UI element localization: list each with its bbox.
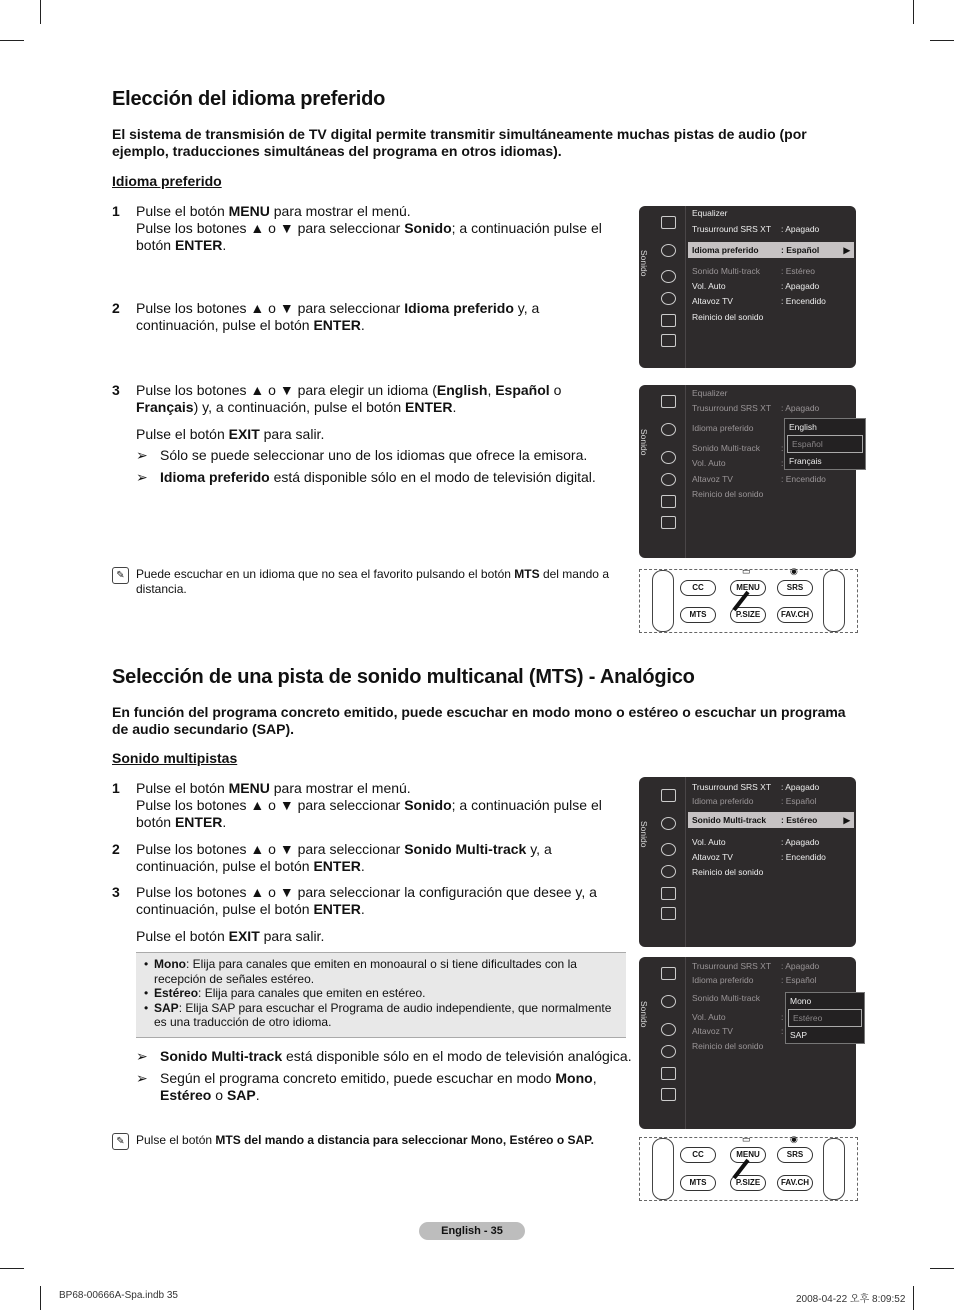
s2-memo: [112, 1133, 622, 1148]
step-text: .: [360, 901, 365, 917]
tv-sidebar: [639, 777, 686, 947]
tv-sidebar: [639, 206, 686, 368]
application-icon: [661, 907, 676, 920]
note-bold: Mono: [555, 1070, 593, 1086]
step-text: o: [549, 382, 562, 398]
tv-menu-4: [639, 957, 856, 1129]
step-text: ; a continuación pulse el botón: [136, 220, 602, 253]
step-number: 2: [112, 300, 120, 316]
tv-menu-3: [639, 777, 856, 947]
application-icon: [661, 1088, 676, 1101]
bullet-text: : Elija para canales que emiten en monoaural o si tiene dificultades con la recepción de señales estéreo.: [154, 957, 577, 986]
arrow-icon: ➢: [136, 1048, 148, 1064]
section1-subtitle: Idioma preferido: [112, 173, 222, 189]
input-icon: [661, 1067, 676, 1080]
mts-key: MTS: [514, 567, 540, 581]
setup-icon: [661, 473, 676, 486]
s2-step-3: [112, 884, 622, 945]
tv-value: : Encendido: [781, 296, 826, 306]
step-text: y, a continuación, pulse el botón: [136, 300, 540, 333]
option-estereo[interactable]: Estéreo: [788, 1009, 862, 1027]
tv-item: Sonido Multi-track: [692, 266, 761, 276]
tv-item: Reinicio del sonido: [692, 1041, 764, 1051]
tv-item: Sonido Multi-track: [692, 815, 767, 825]
bullet-bold: SAP: [154, 1000, 179, 1015]
tv-value: : Apagado: [781, 782, 820, 792]
tv-sidebar: [639, 957, 686, 1129]
tv-item: Idioma preferido: [692, 245, 759, 255]
remote-edge: [652, 1138, 674, 1200]
step-text: .: [360, 858, 365, 874]
option-sap[interactable]: SAP: [790, 1030, 808, 1040]
memo-text: Pulse el botón: [136, 1133, 216, 1147]
tv-item: Sonido Multi-track: [692, 993, 761, 1003]
enter-key: ENTER: [174, 237, 223, 253]
power-icon: ◉: [790, 1134, 798, 1144]
channel-icon: [661, 270, 676, 283]
tv-value: : Encendido: [781, 852, 826, 862]
tv-item: Reinicio del sonido: [692, 867, 764, 877]
tv-menu-name: Sonido: [639, 1001, 649, 1028]
enter-key: ENTER: [174, 814, 223, 830]
espanol-key: Español: [495, 382, 550, 398]
tv-value: : Apagado: [781, 224, 820, 234]
mts-key: MTS: [215, 1133, 241, 1147]
tv-item: Trusurround SRS XT: [692, 403, 772, 413]
step-text: Pulse el botón: [136, 426, 229, 442]
sound-icon: [661, 817, 676, 830]
s1-note-1: [136, 447, 626, 464]
tv-menu-1: [639, 206, 856, 368]
note-text: o: [211, 1087, 227, 1103]
section1-title: Elección del idioma preferido: [112, 88, 386, 110]
step-text: Pulse los botones ▲ o ▼ para seleccionar: [136, 300, 405, 316]
tv-item: Equalizer: [692, 388, 728, 398]
crop-mark: [930, 1268, 954, 1269]
bullet-text: : Elija para canales que emiten en estéreo.: [198, 986, 426, 1000]
tv-menu-name: Sonido: [639, 429, 649, 456]
tv-item: Altavoz TV: [692, 474, 733, 484]
option-mono[interactable]: Mono: [790, 996, 812, 1006]
tv-highlight: [688, 242, 854, 258]
hand-pointer-icon: [726, 590, 756, 614]
sound-icon: [661, 995, 676, 1008]
channel-icon: [661, 451, 676, 464]
step-number: 1: [112, 203, 120, 219]
sound-icon: [661, 244, 676, 257]
cc-button[interactable]: CC: [680, 1147, 716, 1163]
crop-mark: [0, 40, 24, 41]
note-bold: Idioma preferido: [160, 469, 270, 485]
crop-mark: [40, 1286, 41, 1310]
tv-item: Idioma preferido: [692, 796, 754, 806]
crop-mark: [930, 40, 954, 41]
enter-key: ENTER: [405, 399, 453, 415]
page-number-badge: English - 35: [419, 1222, 525, 1240]
tv-item: Sonido Multi-track: [692, 443, 761, 453]
note-text: Sólo se puede seleccionar uno de los idiomas que ofrece la emisora.: [160, 447, 588, 463]
step-text: ,: [487, 382, 496, 398]
option-sap-desc: [144, 1001, 616, 1030]
step-text: y, a continuación, pulse el botón: [136, 841, 552, 874]
channel-icon: [661, 843, 676, 856]
crop-mark: [0, 1268, 24, 1269]
idioma-key: Idioma preferido: [404, 300, 514, 316]
tv-item: Reinicio del sonido: [692, 489, 764, 499]
mts-button[interactable]: MTS: [680, 1175, 716, 1191]
enter-key: ENTER: [313, 317, 361, 333]
tv-value: :: [781, 458, 784, 468]
exit-key: EXIT: [228, 928, 260, 944]
crop-mark: [913, 1286, 914, 1310]
step-number: 3: [112, 884, 120, 900]
exit-line: [136, 928, 622, 945]
srs-button[interactable]: SRS: [777, 580, 813, 596]
tv-item: Vol. Auto: [692, 458, 726, 468]
setup-icon: [661, 865, 676, 878]
tv-item: Vol. Auto: [692, 1012, 726, 1022]
section1-intro: El sistema de transmisión de TV digital permite transmitir simultáneamente muchas pistas de audio (por ejemplo, traducciones simultáneas del programa en otros idiomas).: [112, 126, 807, 159]
picture-icon: [661, 789, 676, 802]
step-text: .: [222, 814, 227, 830]
favch-button[interactable]: FAV.CH: [777, 607, 813, 623]
tv-item: Trusurround SRS XT: [692, 224, 772, 234]
application-icon: [661, 334, 676, 347]
s1-memo: [112, 567, 622, 597]
crop-mark: [913, 0, 914, 24]
tv-value: : Estéreo: [781, 266, 816, 276]
arrow-icon: ➢: [136, 1070, 148, 1086]
section2-intro: En función del programa concreto emitido, puede escuchar en modo mono o estéreo o escuchar un programa de audio secundario (SAP).: [112, 704, 846, 737]
picture-icon: [661, 216, 676, 229]
step-text: .: [360, 317, 365, 333]
tv-value: :: [781, 443, 784, 453]
channel-icon: [661, 1023, 676, 1036]
arrow-icon: ➢: [136, 469, 148, 485]
tv-item: Altavoz TV: [692, 852, 733, 862]
note-bold: SAP: [226, 1087, 256, 1103]
s2-step-1: [112, 780, 622, 831]
s1-step-3: [112, 382, 622, 443]
tv-menu-name: Sonido: [639, 250, 649, 277]
note-text: está disponible sólo en el modo de televisión digital.: [269, 469, 596, 485]
step-text: ) y, a continuación, pulse el botón: [193, 399, 406, 415]
tv-item: Trusurround SRS XT: [692, 782, 772, 792]
tv-value: : Apagado: [781, 837, 820, 847]
remote-edge: [823, 570, 845, 632]
note-text: está disponible sólo en el modo de televisión analógica.: [282, 1048, 632, 1064]
exit-key: EXIT: [228, 426, 260, 442]
step-text: Pulse los botones ▲ o ▼ para seleccionar: [136, 841, 405, 857]
remote-edge: [652, 570, 674, 632]
note-text: ,: [592, 1070, 597, 1086]
tv-menu-name: Sonido: [639, 821, 649, 848]
s1-note-2: [136, 469, 626, 486]
crop-mark: [40, 0, 41, 24]
tv-menu-2: [639, 385, 856, 558]
memo-text: del mando a distancia.: [136, 567, 609, 596]
right-triangle-icon: ▶: [843, 815, 850, 825]
remote-control-1: [639, 566, 858, 633]
step-text: Pulse el botón: [136, 203, 229, 219]
s2-step-2: [112, 841, 622, 875]
sonido-key: Sonido: [404, 220, 452, 236]
tv-value: :: [781, 1012, 784, 1022]
tv-value: : Encendido: [781, 474, 826, 484]
tv-item: Altavoz TV: [692, 1026, 733, 1036]
application-icon: [661, 516, 676, 529]
step-number: 1: [112, 780, 120, 796]
print-date: 2008-04-22 오후 8:09:52: [796, 1294, 906, 1305]
step-text: Pulse los botones ▲ o ▼ para seleccionar: [136, 797, 405, 813]
bullet-bold: Mono: [154, 957, 186, 971]
s2-note-2: [136, 1070, 626, 1104]
step-text: para mostrar el menú.: [269, 780, 411, 796]
sound-icon: [661, 423, 676, 436]
francais-key: Français: [136, 399, 194, 415]
bullet-text: : Elija SAP para escuchar el Programa de audio independiente, que normalmente es una traducción de otro idioma.: [154, 1000, 612, 1029]
bullet-bold: Estéreo: [154, 986, 199, 1000]
arrow-icon: ➢: [136, 447, 148, 463]
tv-value: : Estéreo: [781, 815, 818, 825]
tv-value: : Apagado: [781, 961, 820, 971]
tv-item: Idioma preferido: [692, 423, 754, 433]
section2-subtitle: Sonido multipistas: [112, 750, 238, 766]
setup-icon: [661, 1045, 676, 1058]
menu-button[interactable]: MENU: [730, 580, 766, 596]
tv-value: :: [781, 1026, 784, 1036]
s1-step-1: [112, 203, 622, 254]
step-text: Pulse el botón: [136, 928, 229, 944]
file-name: BP68-00666A-Spa.indb 35: [59, 1290, 178, 1301]
step-text: Pulse los botones ▲ o ▼ para seleccionar la configuración que desee y, a continuación, pulse el botón: [136, 884, 597, 917]
option-mono-desc: [144, 957, 616, 986]
tv-item: Vol. Auto: [692, 837, 726, 847]
picture-icon: [661, 967, 676, 980]
tv-value: : Español: [781, 245, 820, 255]
picture-icon: [661, 395, 676, 408]
note-text: .: [255, 1087, 260, 1103]
option-estereo-desc: [144, 986, 616, 1001]
s2-note-1: [136, 1048, 636, 1065]
enter-key: ENTER: [313, 901, 361, 917]
memo-text: del mando a distancia para seleccionar Mono, Estéreo o SAP.: [240, 1133, 594, 1147]
section2-title: Selección de una pista de sonido multicanal (MTS) - Analógico: [112, 666, 695, 688]
input-icon: [661, 495, 676, 508]
input-icon: [661, 887, 676, 900]
option-francais[interactable]: Français: [789, 456, 822, 466]
enter-key: ENTER: [313, 858, 361, 874]
mts-button[interactable]: MTS: [680, 607, 716, 623]
s1-step-2: [112, 300, 622, 334]
srs-button[interactable]: SRS: [777, 1147, 813, 1163]
sonido-key: Sonido: [404, 797, 452, 813]
tv-value: : Español: [781, 975, 817, 985]
memo-text: Puede escuchar en un idioma que no sea el favorito pulsando el botón: [136, 567, 515, 581]
tv-sidebar: [639, 385, 686, 558]
step-number: 2: [112, 841, 120, 857]
psize-button[interactable]: P.SIZE: [730, 1175, 766, 1191]
tv-item: Idioma preferido: [692, 975, 754, 985]
exit-line: [136, 426, 622, 443]
input-icon: [661, 314, 676, 327]
step-text: para salir.: [259, 426, 325, 442]
memo-icon: ✎: [112, 567, 129, 584]
menu-key: MENU: [228, 203, 270, 219]
mts-popup[interactable]: [785, 992, 865, 1044]
english-key: English: [436, 382, 488, 398]
step-number: 3: [112, 382, 120, 398]
tv-item: Vol. Auto: [692, 281, 726, 291]
sleep-icon: ▭: [742, 566, 751, 576]
option-espanol[interactable]: Español: [787, 435, 863, 453]
tv-value: : Apagado: [781, 403, 820, 413]
tv-item: Trusurround SRS XT: [692, 961, 772, 971]
options-box: [136, 952, 626, 1038]
remote-control-2: [639, 1134, 858, 1201]
step-text: .: [452, 399, 457, 415]
step-text: Pulse los botones ▲ o ▼ para seleccionar: [136, 220, 405, 236]
note-text: Según el programa concreto emitido, puede escuchar en modo: [160, 1070, 556, 1086]
tv-value: : Español: [781, 796, 817, 806]
tv-value: : Apagado: [781, 281, 820, 291]
menu-key: MENU: [228, 780, 270, 796]
memo-icon: ✎: [112, 1133, 129, 1150]
multitrack-key: Sonido Multi-track: [404, 841, 527, 857]
setup-icon: [661, 292, 676, 305]
tv-item: Reinicio del sonido: [692, 312, 764, 322]
psize-button[interactable]: P.SIZE: [730, 607, 766, 623]
sleep-icon: ▭: [742, 1134, 751, 1144]
tv-item: Equalizer: [692, 208, 728, 218]
note-bold: Estéreo: [160, 1087, 212, 1103]
step-text: ; a continuación pulse el botón: [136, 797, 602, 830]
note-bold: Sonido Multi-track: [160, 1048, 283, 1064]
step-text: Pulse el botón: [136, 780, 229, 796]
remote-edge: [823, 1138, 845, 1200]
tv-highlight: [688, 812, 854, 828]
cc-button[interactable]: CC: [680, 580, 716, 596]
power-icon: ◉: [790, 566, 798, 576]
option-english[interactable]: English: [789, 422, 817, 432]
tv-item: Altavoz TV: [692, 296, 733, 306]
step-text: Pulse los botones ▲ o ▼ para elegir un idioma (: [136, 382, 437, 398]
favch-button[interactable]: FAV.CH: [777, 1175, 813, 1191]
language-popup[interactable]: [784, 418, 866, 470]
step-text: .: [222, 237, 227, 253]
right-triangle-icon: ▶: [843, 245, 850, 255]
step-text: para salir.: [259, 928, 325, 944]
menu-button[interactable]: MENU: [730, 1147, 766, 1163]
step-text: para mostrar el menú.: [269, 203, 411, 219]
hand-pointer-icon: [726, 1158, 756, 1182]
